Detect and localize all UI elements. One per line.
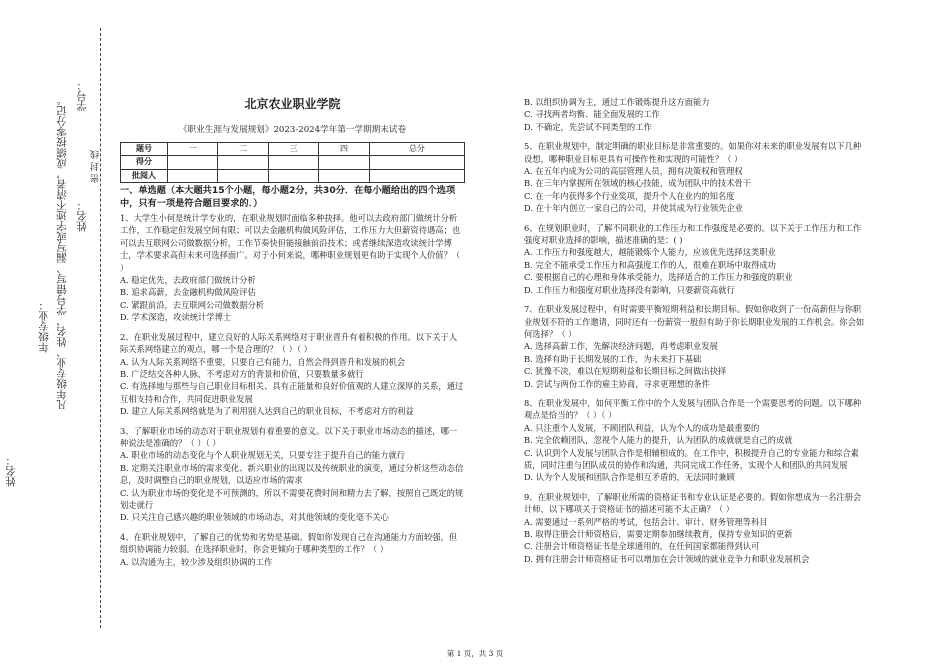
score-cell xyxy=(268,156,318,169)
score-col-header: 二 xyxy=(218,142,268,155)
question-stem: 5、在职业规划中，制定明确的职业目标是非常重要的。如果你对未来的职业发展有以下几种设想，哪种职业目标更具有可操作性和实现的可能性？（ ） xyxy=(524,141,862,164)
question-option: B. 选择有助于长期发展的工作，为未来打下基础 xyxy=(524,353,702,364)
question-option: B. 在三年内掌握所在领域的核心技能，成为团队中的技术骨干 xyxy=(524,178,752,189)
question xyxy=(120,331,465,418)
score-cell xyxy=(218,169,268,182)
question-option: B. 以组织协调为主，通过工作锻炼提升这方面能力 xyxy=(524,97,710,107)
question-option: A. 稳定优先，去政府部门做统计分析 xyxy=(120,275,256,286)
question-option: D. 拥有注册会计师资格证书可以增加在会计领域的就业竞争力和职业发展机会 xyxy=(524,553,810,564)
question xyxy=(120,531,465,568)
score-col-header: 一 xyxy=(168,142,218,155)
question-option: C. 紧跟前沿，去互联网公司做数据分析 xyxy=(120,299,265,310)
question xyxy=(524,303,869,390)
school-title: 北京农业职业学院 xyxy=(244,97,341,111)
question-option: A. 需要通过一系列严格的考试，包括会计、审计、财务管理等科目 xyxy=(524,516,768,527)
score-row-label: 题号 xyxy=(121,142,168,155)
question-option: D. 只关注自己感兴趣的职业领域的市场动态，对其他领域的变化毫不关心 xyxy=(120,512,389,523)
question-option: B. 完全不能承受工作压力和高强度工作的人，很难在职场中取得成功 xyxy=(524,259,776,270)
left-column xyxy=(120,96,465,568)
question-option: B. 定期关注职业市场的需求变化、新兴职业的出现以及传统职业的演变，通过分析这些动态信息，及时调整自己的职业规划，以适应市场的需求 xyxy=(120,462,464,486)
question-option: A. 只注重个人发展，不顾团队利益，认为个人的成功是最重要的 xyxy=(524,422,760,433)
question-option: B. 取得注册会计师资格后，需要定期参加继续教育，保持专业知识的更新 xyxy=(524,529,793,539)
question-option: D. 认为个人发展和团队合作是相互矛盾的，无法同时兼顾 xyxy=(524,472,735,483)
score-cell xyxy=(319,156,369,169)
score-cell xyxy=(369,169,464,182)
question-option: A. 选择高薪工作，先解决经济问题，再考虑职业发展 xyxy=(524,341,718,352)
question-option: C. 有选择地与那些与自己职业目标相关、具有正能量和良好价值观的人建立深厚的关系，通过互相支持和合作，共同促进职业发展 xyxy=(120,381,464,404)
binding-margin xyxy=(0,0,118,672)
score-cell xyxy=(369,156,464,169)
seal-dashed-line xyxy=(100,28,101,628)
question-stem: 4、在职业规划中，了解自己的优势和劣势是基础。假如你发现自己在沟通能力方面较强，但组织协调能力较弱。在选择职业时，你会更倾向于哪种类型的工作？（ ） xyxy=(120,531,458,555)
binding-seal-text: 密 封 线 xyxy=(91,150,101,183)
question-option: A. 认为人际关系网络不重要，只要自己有能力，自然会得到晋升和发展的机会 xyxy=(120,356,406,367)
question-option: A. 职业市场的动态变化与个人职业规划无关，只要专注于提升自己的能力就行 xyxy=(120,450,406,461)
question-option: B. 完全依赖团队，忽视个人能力的提升，认为团队的成就就是自己的成就 xyxy=(524,435,793,446)
question-stem: 1、大学生小何是统计学专业的，在职业规划时面临多种抉择。他可以去政府部门做统计分析工作，工作稳定但发展空间有限；可以去金融机构做风险评估，工作压力大但薪资待遇高；也可以去互联网公司做数据分析，工作节奏快但能接触前沿技术；或者继续深造攻读统计学博士，学术要求高但未来可选择面广。对于小何来说，哪种职业规划更有助于实现个人价值？（ ） xyxy=(120,213,461,273)
score-cell xyxy=(268,169,318,182)
question-stem: 3、了解职业市场的动态对于职业规划有着重要的意义。以下关于职业市场动态的描述，哪一种说法是准确的？（ ）（ ） xyxy=(120,425,458,448)
question-option: C. 认为职业市场的变化是不可预测的，所以不需要花费时间和精力去了解，按照自己既定的规划走就行 xyxy=(120,487,464,510)
exam-subtitle: 《职业生涯与发展规划》2023-2024学年第一学期期末试卷 xyxy=(178,125,407,136)
score-row-label: 批阅人 xyxy=(121,169,168,182)
question xyxy=(120,425,465,524)
binding-name-label: 姓名： xyxy=(76,200,88,232)
question-option: D. 学术深造，攻读统计学博士 xyxy=(120,312,232,323)
question-option: C. 认识到个人发展与团队合作是相辅相成的。在工作中，积极提升自己的专业能力和综合素质，同时注重与团队成员的协作和沟通，共同完成工作任务，实现个人和团队的共同发展 xyxy=(524,447,859,470)
question-option: D. 不确定，先尝试不同类型的工作 xyxy=(524,121,652,132)
question-option: D. 在十年内创立一家自己的公司，并使其成为行业领先企业 xyxy=(524,203,744,214)
question-stem: 7、在职业发展过程中，有时需要平衡短期利益和长期目标。假如你收到了一份高薪但与你职业规划不符的工作邀请，同时还有一份薪资一般但有助于你长期职业发展的工作机会。你会如何选择？（ ） xyxy=(524,304,865,339)
question xyxy=(524,140,869,214)
section-title: 一、单选题（本大题共15个小题，每小题2分，共30分．在每小题给出的四个选项中，只有一项是符合题目要求的．） xyxy=(120,185,456,209)
right-column xyxy=(524,96,869,565)
question-option: C. 注册会计师资格证书是全球通用的，在任何国家都能得到认可 xyxy=(524,541,760,552)
question-option: D. 工作压力和强度对职业选择没有影响，只要薪资高就行 xyxy=(524,284,735,295)
question-option: A. 以沟通为主，较少涉及组织协调的工作 xyxy=(120,556,273,567)
question-stem: 6、在规划职业时，了解不同职业的工作压力和工作强度是必要的。以下关于工作压力和工作强度对职业选择的影响，描述准确的是：( ) xyxy=(524,222,862,246)
question-option: B. 广泛结交各种人脉，不考虑对方的背景和价值，只要数量多就行 xyxy=(120,368,364,379)
score-col-header: 三 xyxy=(268,142,318,155)
question-option: C. 寻找两者均衡、能全面发展的工作 xyxy=(524,109,660,120)
score-row-label: 得分 xyxy=(121,156,168,169)
question-option: D. 建立人际关系网络就是为了利用别人达到自己的职业目标，不考虑对方的利益 xyxy=(120,406,414,417)
question xyxy=(524,222,869,296)
question xyxy=(524,397,869,484)
question-option: C. 在一年内获得多个行业奖项，提升个人在业内的知名度 xyxy=(524,190,735,201)
question xyxy=(524,491,869,565)
score-table-score-row xyxy=(121,156,465,169)
question-option: C. 犹豫不决，难以在短期利益和长期目标之间做出抉择 xyxy=(524,366,727,377)
score-table-grader-row xyxy=(121,169,465,182)
question-stem: 8、在职业发展中，如何平衡工作中的个人发展与团队合作是一个需要思考的问题。以下哪种观点是恰当的？（ ）（ ） xyxy=(524,397,862,421)
score-cell xyxy=(319,169,369,182)
score-cell xyxy=(218,156,268,169)
question-option: C. 要根据自己的心理和身体承受能力，选择适合的工作压力和强度的职业 xyxy=(524,272,793,283)
question-continued xyxy=(524,96,869,133)
question-option: A. 工作压力和强度越大，越能锻炼个人能力，应该优先选择这类职业 xyxy=(524,247,776,258)
binding-left-name-label: 姓名： xyxy=(5,455,17,487)
score-col-header: 四 xyxy=(319,142,369,155)
score-table xyxy=(120,142,465,183)
score-cell xyxy=(168,156,218,169)
binding-grade-major-label: 年级专业： xyxy=(38,300,50,353)
score-col-header: 总分 xyxy=(369,142,464,155)
score-table-header-row xyxy=(121,142,465,155)
question-option: B. 追求高薪，去金融机构做风险评估 xyxy=(120,287,256,298)
page-footer: 第 1 页，共 3 页 xyxy=(446,649,504,658)
question-option: A. 在五年内成为公司的高层管理人员，拥有决策权和管理权 xyxy=(524,166,743,177)
question xyxy=(120,212,465,324)
binding-student-id-label: 学号： xyxy=(76,80,88,112)
score-cell xyxy=(168,169,218,182)
question-option: D. 尝试与两份工作的雇主协商，寻求更理想的条件 xyxy=(524,378,710,389)
question-stem: 9、在职业规划中，了解职业所需的资格证书和专业认证是必要的。假如你想成为一名注册会计师，以下哪项关于资格证书的描述可能不太正确？（ ） xyxy=(524,491,862,515)
binding-notice: 凡年级专业、姓名、学号错写、漏写或字迹不清者，成绩按零分记。 xyxy=(56,95,68,410)
question-stem: 2、在职业发展过程中，建立良好的人际关系网络对于职业晋升有着积极的作用。以下关于人际关系网络建立的观点，哪一个是合理的？（ ）（ ） xyxy=(120,331,458,355)
